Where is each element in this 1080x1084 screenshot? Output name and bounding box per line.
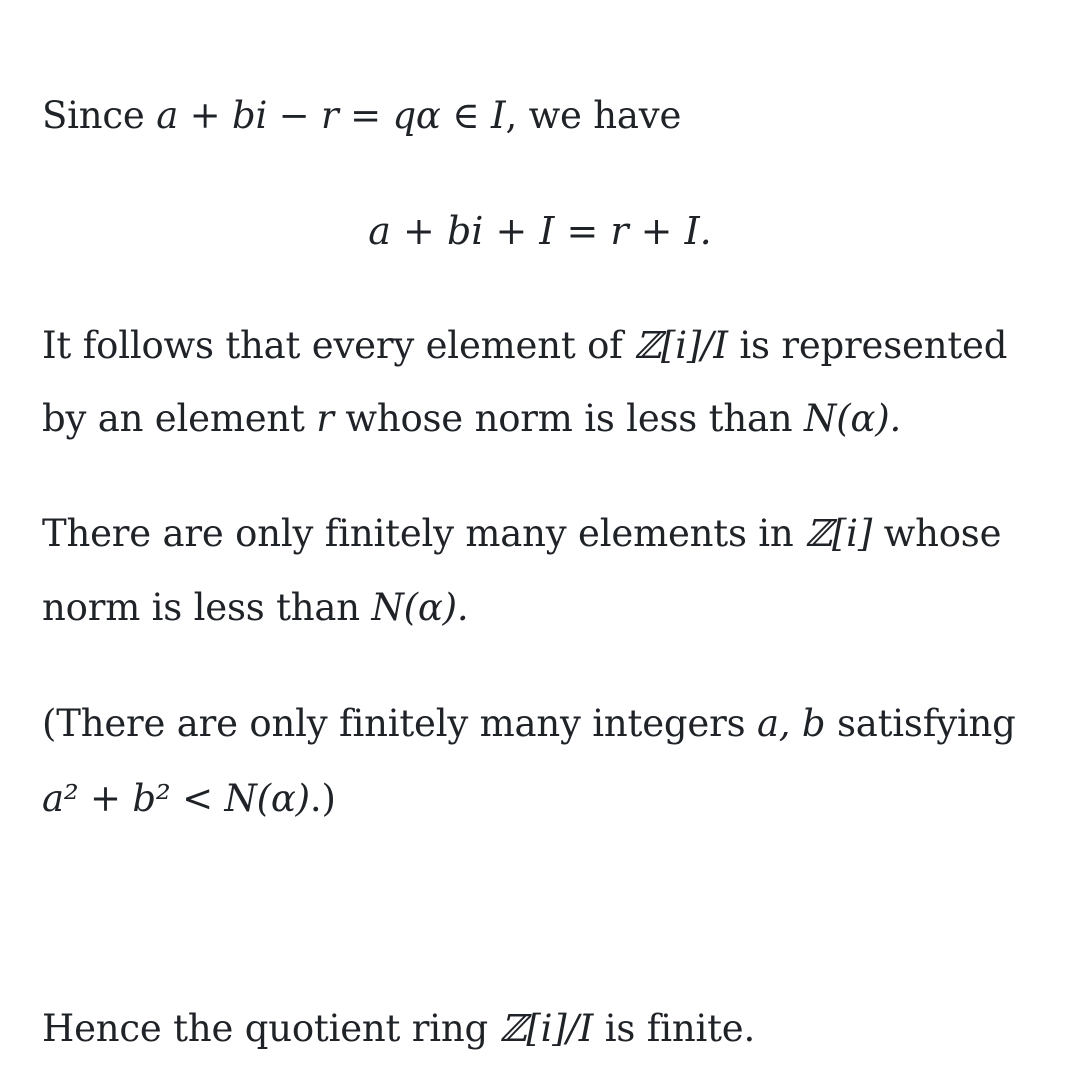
inequality-math: a² + b² < N(α) <box>42 777 310 820</box>
gaussian-integers-math: ℤ[i] <box>805 512 873 555</box>
closing-paren: .) <box>309 777 336 820</box>
satisfying-text: satisfying <box>825 702 1016 745</box>
finitely-text: There are only finitely many elements in <box>42 512 806 555</box>
norm-less-text: whose norm is less than <box>333 397 805 440</box>
paragraph-follows-line2 <box>42 397 902 440</box>
follows-text: It follows that every element of <box>42 324 635 367</box>
since-text: Since <box>42 94 157 137</box>
paragraph-integers-line2 <box>42 777 336 820</box>
integers-text: (There are only finitely many integers <box>42 702 757 745</box>
element-r-math: r <box>316 397 334 440</box>
paragraph-finitely-line1 <box>42 512 1002 555</box>
follows-suffix: is represented <box>727 324 1008 367</box>
since-suffix: , we have <box>505 94 682 137</box>
quotient-ring-math-2: ℤ[i]/I <box>499 1007 594 1050</box>
hence-text: Hence the quotient ring <box>42 1007 500 1050</box>
display-equation: a + bi + I = r + I. <box>368 209 712 253</box>
finite-text: is finite. <box>593 1007 756 1050</box>
whose-text: whose <box>872 512 1002 555</box>
paragraph-integers-line1 <box>42 702 1016 745</box>
norm-alpha-math-2: N(α). <box>371 586 469 629</box>
quotient-ring-math: ℤ[i]/I <box>634 324 728 367</box>
paragraph-finitely-line2 <box>42 586 469 629</box>
norm-text: norm is less than <box>42 586 372 629</box>
ab-math: a, b <box>756 702 826 745</box>
paragraph-hence <box>42 1007 756 1050</box>
paragraph-since <box>42 94 682 137</box>
by-element-text: by an element <box>42 397 317 440</box>
paragraph-follows-line1 <box>42 324 1008 367</box>
since-math: a + bi − r = qα ∈ I <box>156 94 506 137</box>
norm-alpha-math: N(α). <box>804 397 902 440</box>
